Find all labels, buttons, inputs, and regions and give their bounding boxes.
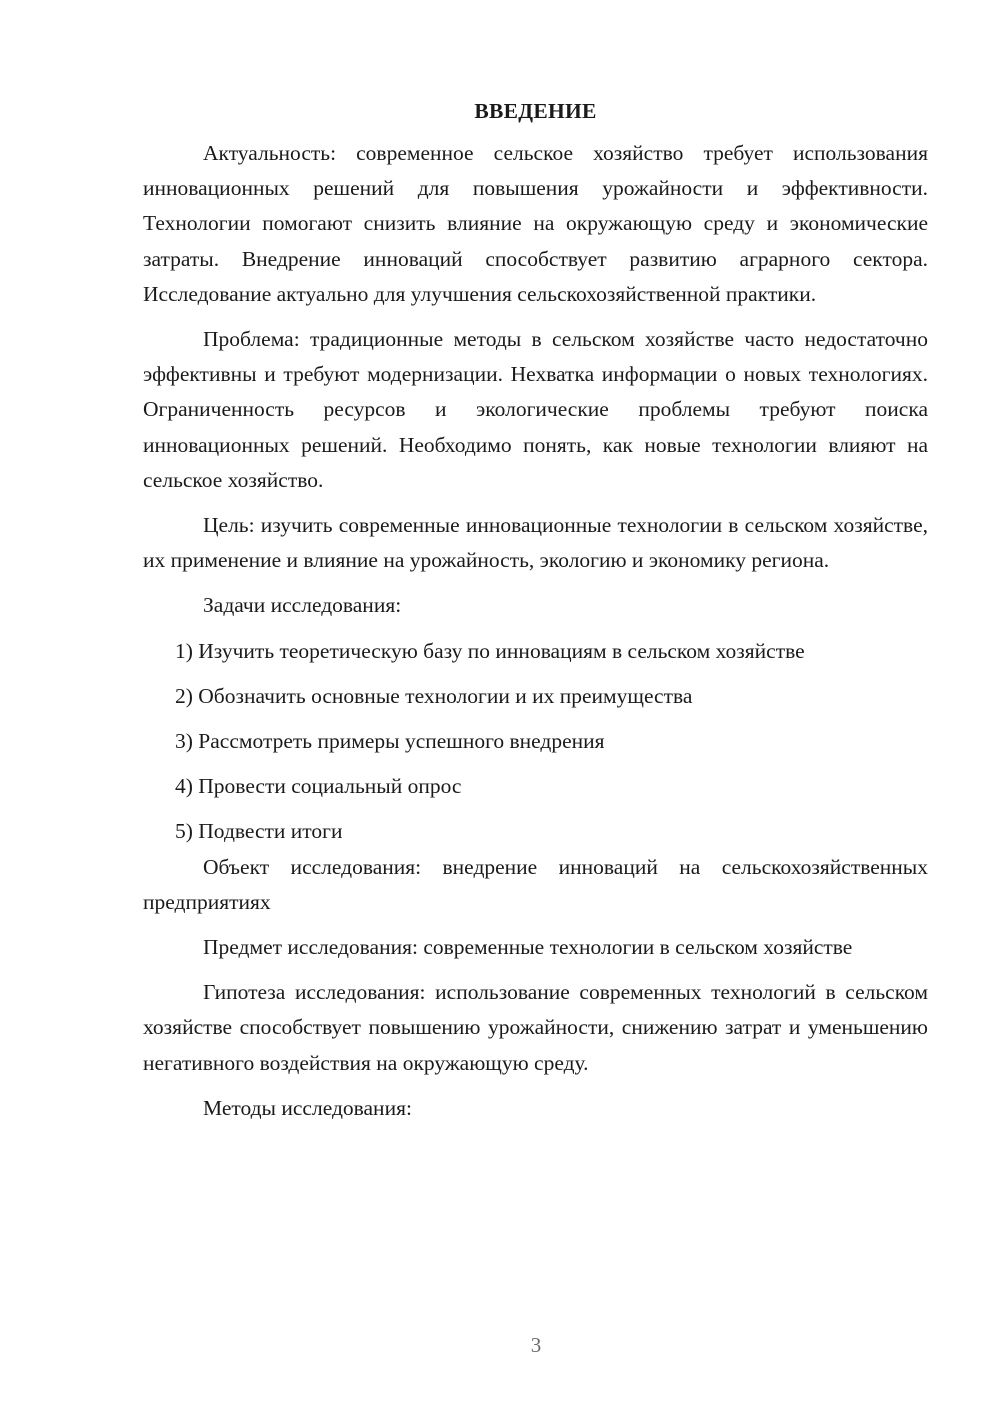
problem-paragraph: Проблема: традиционные методы в сельском хозяйстве часто недостаточно эффективны и требуют модернизации. Нехватка информации о новых технологиях. Ограниченность ресурсов и экологические проблемы требуют поиска инновационных решений. Необходимо понять, как новые технологии влияют на сельское хозяйство. — [143, 327, 928, 492]
list-item: 4) Провести социальный опрос — [175, 774, 462, 799]
hypothesis-paragraph: Гипотеза исследования: использование современных технологий в сельском хозяйстве способствует повышению урожайности, снижению затрат и уменьшению негативного воздействия на окружающую среду. — [143, 980, 928, 1075]
relevance-paragraph: Актуальность: современное сельское хозяйство требует использования инновационных решений для повышения урожайности и эффективности. Технологии помогают снизить влияние на окружающую среду и экономические затраты. Внедрение инноваций способствует развитию аграрного сектора. Исследование актуально для улучшения сельскохозяйственной практики. — [143, 141, 928, 306]
object-paragraph: Объект исследования: внедрение инноваций на сельскохозяйственных предприятиях — [143, 854, 928, 914]
list-item: 2) Обозначить основные технологии и их преимущества — [175, 683, 693, 708]
methods-heading: Методы исследования: — [203, 1095, 412, 1120]
subject-paragraph: Предмет исследования: современные технологии в сельском хозяйстве — [203, 935, 853, 960]
list-item: 3) Рассмотреть примеры успешного внедрения — [175, 729, 605, 754]
tasks-heading: Задачи исследования: — [203, 593, 402, 618]
goal-paragraph: Цель: изучить современные инновационные технологии в сельском хозяйстве, их применение и влияние на урожайность, экологию и экономику региона. — [143, 513, 928, 573]
page-title: ВВЕДЕНИЕ — [474, 99, 597, 123]
list-item: 1) Изучить теоретическую базу по инновациям в сельском хозяйстве — [175, 638, 805, 663]
page-number: 3 — [530, 1333, 542, 1357]
document-body — [143, 96, 928, 1136]
tasks-list — [143, 634, 928, 850]
list-item: 5) Подвести итоги — [175, 819, 343, 844]
